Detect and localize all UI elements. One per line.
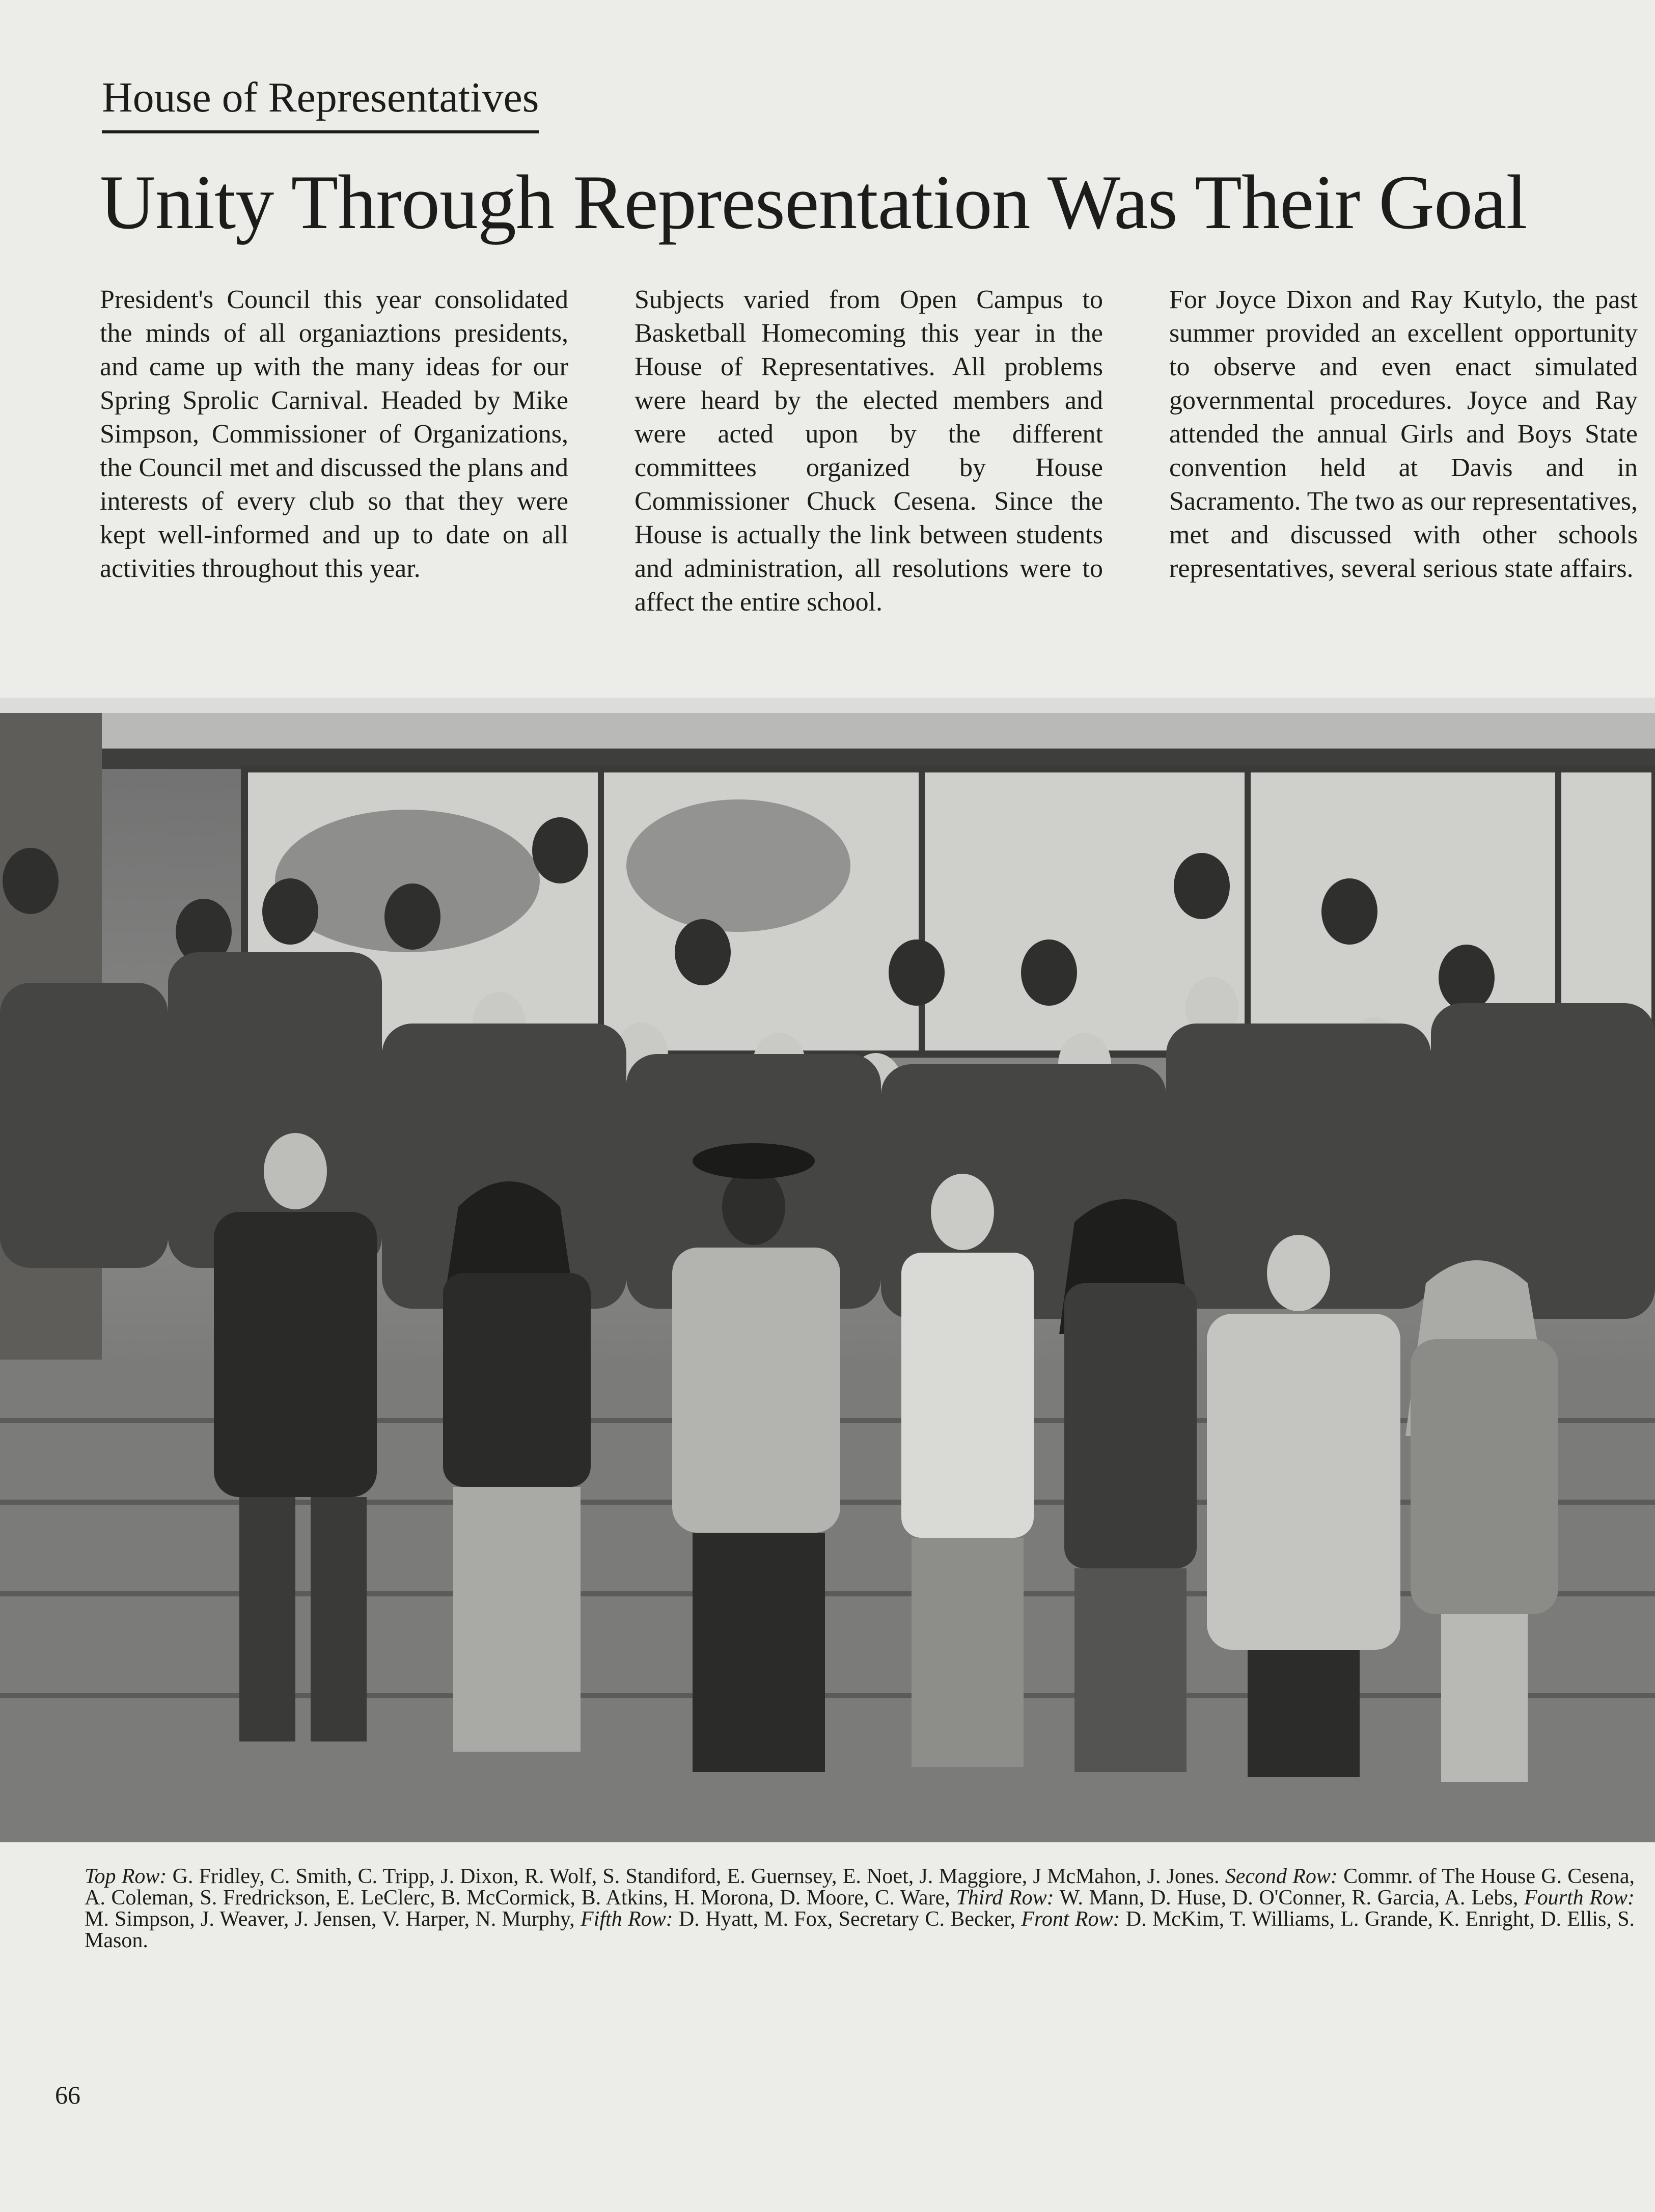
article-columns xyxy=(100,283,1638,619)
caption-fifth-row-label: Fifth Row: xyxy=(581,1907,673,1931)
group-photo-illustration xyxy=(0,698,1655,1842)
caption-top-row-names: G. Fridley, C. Smith, C. Tripp, J. Dixon, R. Wolf, S. Standiford, E. Guernsey, E. Noet, J. Maggiore, J McMahon, J. Jones. xyxy=(172,1865,1220,1888)
page-headline: Unity Through Representation Was Their Goal xyxy=(100,159,1527,245)
caption-second-row-names: Commr. of The House G. Cesena, A. Coleman, S. Fredrickson, E. LeClerc, B. McCormick, B. Atkins, H. Morona, D. Moore, C. Ware, xyxy=(85,1865,1635,1910)
article-column-2: Subjects varied from Open Campus to Basketball Homecoming this year in the House of Representatives. All problems were heard by the elected members and were acted upon by the different committees organized by House Commissioner Chuck Cesena. Since the House is actually the link between students and administration, all resolutions were to affect the entire school. xyxy=(635,285,1103,617)
caption-top-row-label: Top Row: xyxy=(85,1865,167,1888)
caption-front-row-names: D. McKim, T. Williams, L. Grande, K. Enright, D. Ellis, S. Mason. xyxy=(85,1907,1635,1952)
caption-second-row-label: Second Row: xyxy=(1225,1865,1338,1888)
caption-third-row-names: W. Mann, D. Huse, D. O'Conner, R. Garcia, A. Lebs, xyxy=(1059,1886,1519,1910)
photo-caption xyxy=(85,1866,1635,1951)
caption-fourth-row-names: M. Simpson, J. Weaver, J. Jensen, V. Harper, N. Murphy, xyxy=(85,1907,575,1931)
article-column-1: President's Council this year consolidated the minds of all organiaztions presidents, and came up with the many ideas for our Spring Sprolic Carnival. Headed by Mike Simpson, Commissioner of Organizations, the Council met and discussed the plans and interests of every club so that they were kept well-informed and up to date on all activities throughout this year. xyxy=(100,285,568,583)
caption-fifth-row-names: D. Hyatt, M. Fox, Secretary C. Becker, xyxy=(678,1907,1016,1931)
caption-fourth-row-label: Fourth Row: xyxy=(1524,1886,1635,1910)
caption-third-row-label: Third Row: xyxy=(956,1886,1054,1910)
group-photo xyxy=(0,698,1655,1842)
article-column-3: For Joyce Dixon and Ray Kutylo, the past summer provided an excellent opportunity to observe and even enact simulated governmental procedures. Joyce and Ray attended the annual Girls and Boys State convention held at Davis and in Sacramento. The two as our representatives, met and discussed with other schools representatives, several serious state affairs. xyxy=(1169,285,1638,583)
section-label: House of Representatives xyxy=(102,76,539,133)
page-number: 66 xyxy=(55,2081,80,2109)
caption-front-row-label: Front Row: xyxy=(1021,1907,1120,1931)
